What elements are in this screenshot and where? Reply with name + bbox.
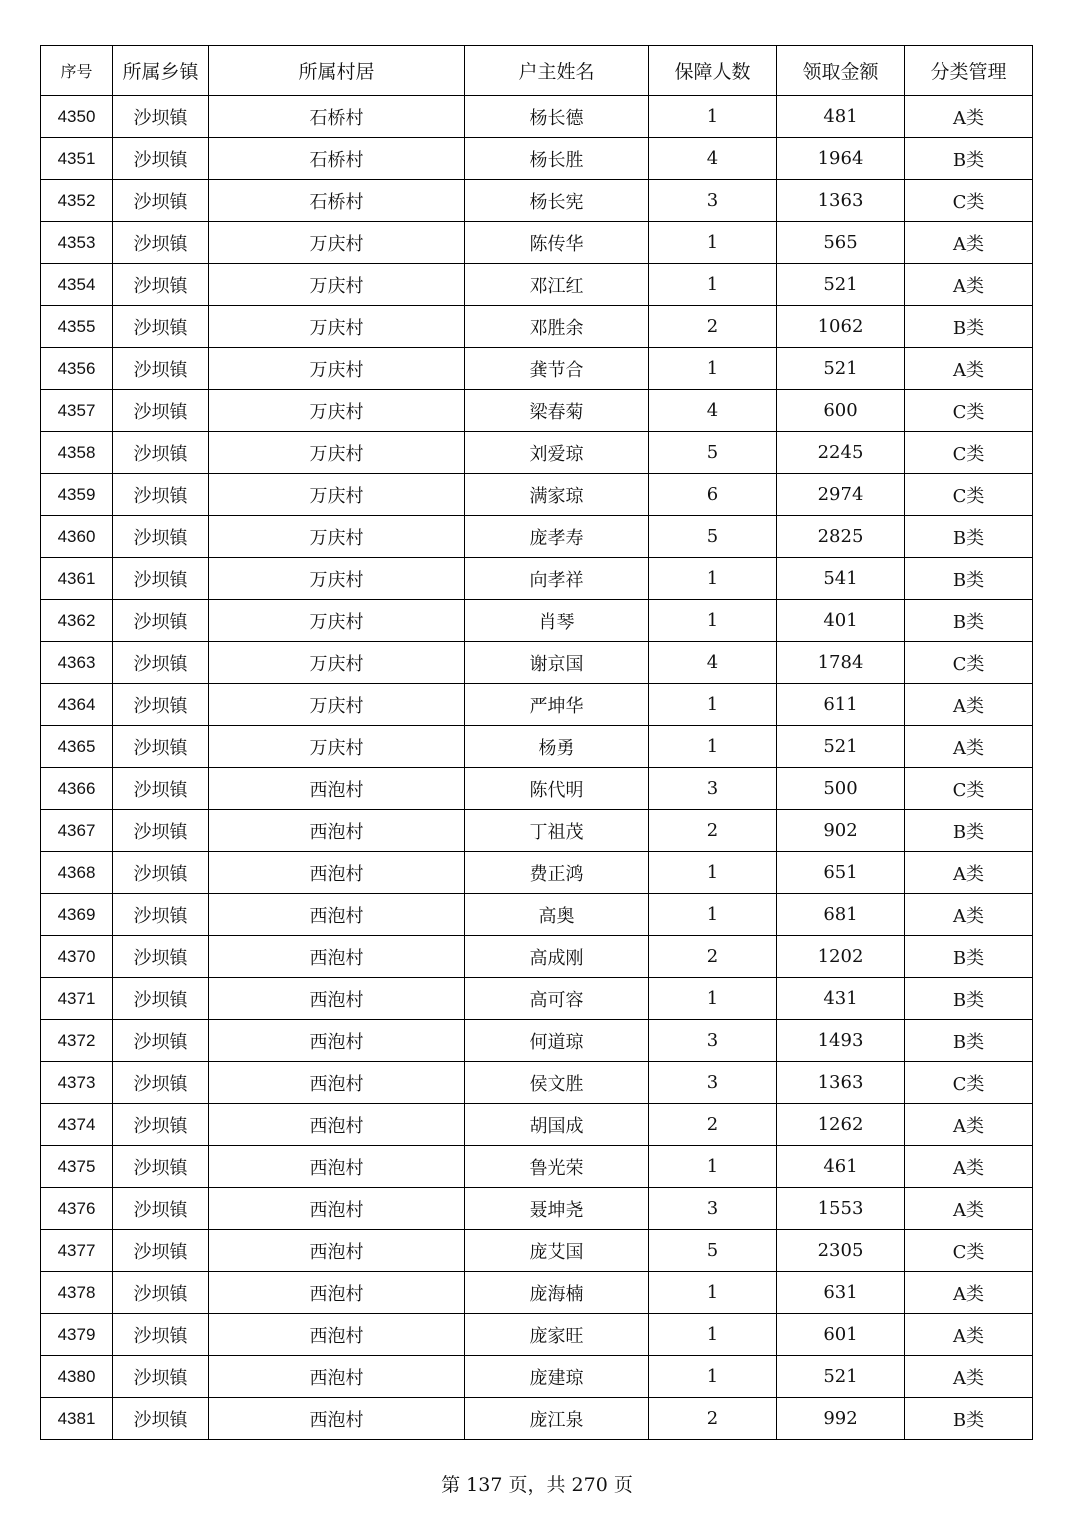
table-row bbox=[41, 1398, 1033, 1440]
cell-serial-number: 4356 bbox=[41, 348, 113, 390]
table-row bbox=[41, 1146, 1033, 1188]
cell-covered-persons: 6 bbox=[649, 474, 777, 516]
table-row bbox=[41, 96, 1033, 138]
cell-householder-name: 杨长德 bbox=[465, 96, 649, 138]
cell-amount-received: 651 bbox=[777, 852, 905, 894]
cell-category: A类 bbox=[905, 1272, 1033, 1314]
cell-amount-received: 521 bbox=[777, 348, 905, 390]
cell-serial-number: 4371 bbox=[41, 978, 113, 1020]
table-row bbox=[41, 1356, 1033, 1398]
cell-village: 西泡村 bbox=[209, 1188, 465, 1230]
table-row bbox=[41, 390, 1033, 432]
cell-township: 沙坝镇 bbox=[113, 96, 209, 138]
cell-category: A类 bbox=[905, 1146, 1033, 1188]
table-row bbox=[41, 1104, 1033, 1146]
column-header-village: 所属村居 bbox=[209, 46, 465, 96]
cell-category: B类 bbox=[905, 810, 1033, 852]
cell-category: B类 bbox=[905, 600, 1033, 642]
cell-village: 万庆村 bbox=[209, 264, 465, 306]
cell-serial-number: 4362 bbox=[41, 600, 113, 642]
table-row bbox=[41, 138, 1033, 180]
cell-village: 西泡村 bbox=[209, 768, 465, 810]
cell-village: 西泡村 bbox=[209, 1146, 465, 1188]
table-row bbox=[41, 852, 1033, 894]
cell-amount-received: 521 bbox=[777, 264, 905, 306]
cell-township: 沙坝镇 bbox=[113, 432, 209, 474]
cell-township: 沙坝镇 bbox=[113, 474, 209, 516]
cell-category: C类 bbox=[905, 180, 1033, 222]
cell-township: 沙坝镇 bbox=[113, 1062, 209, 1104]
column-header-amount-received: 领取金额 bbox=[777, 46, 905, 96]
cell-serial-number: 4365 bbox=[41, 726, 113, 768]
table-row bbox=[41, 1188, 1033, 1230]
cell-village: 万庆村 bbox=[209, 642, 465, 684]
cell-covered-persons: 1 bbox=[649, 1314, 777, 1356]
cell-serial-number: 4367 bbox=[41, 810, 113, 852]
cell-category: B类 bbox=[905, 978, 1033, 1020]
cell-category: A类 bbox=[905, 96, 1033, 138]
cell-amount-received: 521 bbox=[777, 726, 905, 768]
cell-township: 沙坝镇 bbox=[113, 1104, 209, 1146]
cell-householder-name: 肖琴 bbox=[465, 600, 649, 642]
cell-amount-received: 902 bbox=[777, 810, 905, 852]
cell-covered-persons: 1 bbox=[649, 894, 777, 936]
table-row bbox=[41, 600, 1033, 642]
cell-householder-name: 庞江泉 bbox=[465, 1398, 649, 1440]
cell-township: 沙坝镇 bbox=[113, 138, 209, 180]
table-header bbox=[41, 46, 1033, 96]
cell-serial-number: 4358 bbox=[41, 432, 113, 474]
cell-township: 沙坝镇 bbox=[113, 726, 209, 768]
cell-householder-name: 丁祖茂 bbox=[465, 810, 649, 852]
cell-category: C类 bbox=[905, 432, 1033, 474]
cell-covered-persons: 1 bbox=[649, 558, 777, 600]
cell-covered-persons: 3 bbox=[649, 1020, 777, 1062]
cell-village: 万庆村 bbox=[209, 684, 465, 726]
cell-covered-persons: 2 bbox=[649, 1104, 777, 1146]
column-header-householder-name: 户主姓名 bbox=[465, 46, 649, 96]
cell-covered-persons: 1 bbox=[649, 852, 777, 894]
table-row bbox=[41, 810, 1033, 852]
cell-amount-received: 500 bbox=[777, 768, 905, 810]
cell-township: 沙坝镇 bbox=[113, 1230, 209, 1272]
cell-amount-received: 601 bbox=[777, 1314, 905, 1356]
cell-serial-number: 4361 bbox=[41, 558, 113, 600]
cell-serial-number: 4357 bbox=[41, 390, 113, 432]
cell-category: A类 bbox=[905, 894, 1033, 936]
cell-village: 西泡村 bbox=[209, 852, 465, 894]
cell-householder-name: 鲁光荣 bbox=[465, 1146, 649, 1188]
cell-village: 西泡村 bbox=[209, 1356, 465, 1398]
cell-village: 西泡村 bbox=[209, 1314, 465, 1356]
cell-serial-number: 4363 bbox=[41, 642, 113, 684]
cell-village: 万庆村 bbox=[209, 474, 465, 516]
table-row bbox=[41, 180, 1033, 222]
cell-amount-received: 1553 bbox=[777, 1188, 905, 1230]
cell-township: 沙坝镇 bbox=[113, 516, 209, 558]
cell-householder-name: 庞建琼 bbox=[465, 1356, 649, 1398]
column-header-category: 分类管理 bbox=[905, 46, 1033, 96]
cell-covered-persons: 1 bbox=[649, 1146, 777, 1188]
cell-township: 沙坝镇 bbox=[113, 1188, 209, 1230]
table-row bbox=[41, 936, 1033, 978]
cell-village: 万庆村 bbox=[209, 558, 465, 600]
cell-village: 西泡村 bbox=[209, 1104, 465, 1146]
cell-township: 沙坝镇 bbox=[113, 222, 209, 264]
cell-serial-number: 4376 bbox=[41, 1188, 113, 1230]
cell-amount-received: 1784 bbox=[777, 642, 905, 684]
table-row bbox=[41, 642, 1033, 684]
cell-serial-number: 4370 bbox=[41, 936, 113, 978]
cell-township: 沙坝镇 bbox=[113, 1356, 209, 1398]
cell-village: 万庆村 bbox=[209, 222, 465, 264]
cell-householder-name: 严坤华 bbox=[465, 684, 649, 726]
roster-table bbox=[40, 45, 1033, 1440]
cell-category: C类 bbox=[905, 642, 1033, 684]
cell-householder-name: 向孝祥 bbox=[465, 558, 649, 600]
cell-township: 沙坝镇 bbox=[113, 558, 209, 600]
cell-village: 西泡村 bbox=[209, 810, 465, 852]
column-header-covered-persons: 保障人数 bbox=[649, 46, 777, 96]
cell-serial-number: 4355 bbox=[41, 306, 113, 348]
cell-village: 万庆村 bbox=[209, 348, 465, 390]
table-row bbox=[41, 726, 1033, 768]
cell-amount-received: 1262 bbox=[777, 1104, 905, 1146]
cell-serial-number: 4380 bbox=[41, 1356, 113, 1398]
table-row bbox=[41, 1272, 1033, 1314]
cell-township: 沙坝镇 bbox=[113, 348, 209, 390]
cell-covered-persons: 4 bbox=[649, 138, 777, 180]
cell-village: 万庆村 bbox=[209, 726, 465, 768]
cell-householder-name: 杨勇 bbox=[465, 726, 649, 768]
cell-township: 沙坝镇 bbox=[113, 1398, 209, 1440]
table-row bbox=[41, 558, 1033, 600]
cell-category: C类 bbox=[905, 768, 1033, 810]
cell-village: 西泡村 bbox=[209, 936, 465, 978]
cell-serial-number: 4354 bbox=[41, 264, 113, 306]
cell-township: 沙坝镇 bbox=[113, 390, 209, 432]
cell-covered-persons: 1 bbox=[649, 1356, 777, 1398]
cell-amount-received: 2305 bbox=[777, 1230, 905, 1272]
cell-amount-received: 565 bbox=[777, 222, 905, 264]
cell-householder-name: 谢京国 bbox=[465, 642, 649, 684]
cell-category: B类 bbox=[905, 516, 1033, 558]
cell-township: 沙坝镇 bbox=[113, 684, 209, 726]
cell-township: 沙坝镇 bbox=[113, 306, 209, 348]
table-row bbox=[41, 1230, 1033, 1272]
cell-covered-persons: 3 bbox=[649, 1188, 777, 1230]
cell-householder-name: 庞孝寿 bbox=[465, 516, 649, 558]
cell-township: 沙坝镇 bbox=[113, 852, 209, 894]
cell-serial-number: 4375 bbox=[41, 1146, 113, 1188]
cell-category: A类 bbox=[905, 852, 1033, 894]
cell-serial-number: 4360 bbox=[41, 516, 113, 558]
cell-covered-persons: 5 bbox=[649, 432, 777, 474]
cell-serial-number: 4381 bbox=[41, 1398, 113, 1440]
cell-village: 西泡村 bbox=[209, 1062, 465, 1104]
cell-covered-persons: 1 bbox=[649, 348, 777, 390]
cell-householder-name: 梁春菊 bbox=[465, 390, 649, 432]
cell-householder-name: 邓胜余 bbox=[465, 306, 649, 348]
cell-householder-name: 龚节合 bbox=[465, 348, 649, 390]
cell-township: 沙坝镇 bbox=[113, 810, 209, 852]
cell-category: B类 bbox=[905, 1020, 1033, 1062]
cell-township: 沙坝镇 bbox=[113, 1146, 209, 1188]
table-row bbox=[41, 264, 1033, 306]
cell-amount-received: 431 bbox=[777, 978, 905, 1020]
cell-householder-name: 刘爱琼 bbox=[465, 432, 649, 474]
cell-householder-name: 高奥 bbox=[465, 894, 649, 936]
cell-householder-name: 侯文胜 bbox=[465, 1062, 649, 1104]
cell-covered-persons: 1 bbox=[649, 726, 777, 768]
cell-category: C类 bbox=[905, 390, 1033, 432]
cell-township: 沙坝镇 bbox=[113, 600, 209, 642]
cell-township: 沙坝镇 bbox=[113, 894, 209, 936]
cell-township: 沙坝镇 bbox=[113, 1272, 209, 1314]
table-row bbox=[41, 684, 1033, 726]
cell-serial-number: 4352 bbox=[41, 180, 113, 222]
cell-village: 万庆村 bbox=[209, 306, 465, 348]
cell-village: 西泡村 bbox=[209, 894, 465, 936]
cell-covered-persons: 2 bbox=[649, 810, 777, 852]
table-row bbox=[41, 894, 1033, 936]
table-row bbox=[41, 306, 1033, 348]
cell-village: 西泡村 bbox=[209, 1398, 465, 1440]
cell-category: A类 bbox=[905, 264, 1033, 306]
cell-covered-persons: 2 bbox=[649, 306, 777, 348]
cell-category: A类 bbox=[905, 1314, 1033, 1356]
cell-covered-persons: 1 bbox=[649, 222, 777, 264]
cell-householder-name: 庞海楠 bbox=[465, 1272, 649, 1314]
cell-amount-received: 1062 bbox=[777, 306, 905, 348]
cell-category: A类 bbox=[905, 684, 1033, 726]
cell-householder-name: 陈代明 bbox=[465, 768, 649, 810]
column-header-serial-number: 序号 bbox=[41, 46, 113, 96]
cell-householder-name: 庞家旺 bbox=[465, 1314, 649, 1356]
table-row bbox=[41, 1314, 1033, 1356]
cell-householder-name: 杨长胜 bbox=[465, 138, 649, 180]
table-row bbox=[41, 768, 1033, 810]
cell-amount-received: 2245 bbox=[777, 432, 905, 474]
cell-village: 石桥村 bbox=[209, 180, 465, 222]
table-row bbox=[41, 222, 1033, 264]
cell-serial-number: 4369 bbox=[41, 894, 113, 936]
cell-amount-received: 2974 bbox=[777, 474, 905, 516]
cell-covered-persons: 1 bbox=[649, 684, 777, 726]
cell-serial-number: 4359 bbox=[41, 474, 113, 516]
cell-category: A类 bbox=[905, 1104, 1033, 1146]
cell-amount-received: 681 bbox=[777, 894, 905, 936]
cell-covered-persons: 1 bbox=[649, 978, 777, 1020]
cell-township: 沙坝镇 bbox=[113, 978, 209, 1020]
cell-township: 沙坝镇 bbox=[113, 642, 209, 684]
cell-amount-received: 1493 bbox=[777, 1020, 905, 1062]
cell-householder-name: 杨长宪 bbox=[465, 180, 649, 222]
cell-village: 西泡村 bbox=[209, 1272, 465, 1314]
cell-township: 沙坝镇 bbox=[113, 936, 209, 978]
cell-category: A类 bbox=[905, 1188, 1033, 1230]
cell-serial-number: 4368 bbox=[41, 852, 113, 894]
cell-serial-number: 4364 bbox=[41, 684, 113, 726]
cell-category: B类 bbox=[905, 936, 1033, 978]
cell-amount-received: 521 bbox=[777, 1356, 905, 1398]
cell-covered-persons: 5 bbox=[649, 1230, 777, 1272]
cell-category: A类 bbox=[905, 726, 1033, 768]
cell-serial-number: 4350 bbox=[41, 96, 113, 138]
cell-amount-received: 631 bbox=[777, 1272, 905, 1314]
cell-village: 西泡村 bbox=[209, 978, 465, 1020]
cell-township: 沙坝镇 bbox=[113, 264, 209, 306]
cell-amount-received: 461 bbox=[777, 1146, 905, 1188]
cell-amount-received: 600 bbox=[777, 390, 905, 432]
cell-amount-received: 1363 bbox=[777, 1062, 905, 1104]
cell-amount-received: 481 bbox=[777, 96, 905, 138]
cell-category: B类 bbox=[905, 138, 1033, 180]
cell-category: A类 bbox=[905, 348, 1033, 390]
column-header-township: 所属乡镇 bbox=[113, 46, 209, 96]
cell-category: C类 bbox=[905, 1230, 1033, 1272]
cell-covered-persons: 2 bbox=[649, 1398, 777, 1440]
cell-householder-name: 费正鸿 bbox=[465, 852, 649, 894]
cell-householder-name: 聂坤尧 bbox=[465, 1188, 649, 1230]
cell-village: 万庆村 bbox=[209, 432, 465, 474]
cell-amount-received: 1363 bbox=[777, 180, 905, 222]
cell-category: A类 bbox=[905, 1356, 1033, 1398]
cell-householder-name: 邓江红 bbox=[465, 264, 649, 306]
cell-category: C类 bbox=[905, 474, 1033, 516]
table-row bbox=[41, 516, 1033, 558]
cell-category: C类 bbox=[905, 1062, 1033, 1104]
cell-category: B类 bbox=[905, 1398, 1033, 1440]
table-body bbox=[41, 96, 1033, 1440]
cell-amount-received: 611 bbox=[777, 684, 905, 726]
cell-amount-received: 541 bbox=[777, 558, 905, 600]
cell-township: 沙坝镇 bbox=[113, 768, 209, 810]
cell-householder-name: 庞艾国 bbox=[465, 1230, 649, 1272]
cell-householder-name: 满家琼 bbox=[465, 474, 649, 516]
cell-village: 万庆村 bbox=[209, 600, 465, 642]
cell-householder-name: 陈传华 bbox=[465, 222, 649, 264]
cell-covered-persons: 3 bbox=[649, 768, 777, 810]
cell-covered-persons: 1 bbox=[649, 600, 777, 642]
cell-serial-number: 4373 bbox=[41, 1062, 113, 1104]
page-number: 第 137 页，共 270 页 bbox=[441, 1474, 633, 1496]
cell-serial-number: 4372 bbox=[41, 1020, 113, 1062]
table-row bbox=[41, 978, 1033, 1020]
cell-serial-number: 4351 bbox=[41, 138, 113, 180]
cell-covered-persons: 5 bbox=[649, 516, 777, 558]
cell-householder-name: 胡国成 bbox=[465, 1104, 649, 1146]
header-row bbox=[41, 46, 1033, 96]
cell-amount-received: 1964 bbox=[777, 138, 905, 180]
cell-village: 石桥村 bbox=[209, 96, 465, 138]
cell-village: 万庆村 bbox=[209, 516, 465, 558]
table-row bbox=[41, 432, 1033, 474]
cell-village: 西泡村 bbox=[209, 1230, 465, 1272]
cell-amount-received: 1202 bbox=[777, 936, 905, 978]
cell-covered-persons: 4 bbox=[649, 390, 777, 432]
cell-covered-persons: 1 bbox=[649, 264, 777, 306]
cell-township: 沙坝镇 bbox=[113, 180, 209, 222]
table-row bbox=[41, 1062, 1033, 1104]
cell-category: A类 bbox=[905, 222, 1033, 264]
table-row bbox=[41, 1020, 1033, 1062]
cell-township: 沙坝镇 bbox=[113, 1314, 209, 1356]
cell-covered-persons: 3 bbox=[649, 180, 777, 222]
cell-householder-name: 高成刚 bbox=[465, 936, 649, 978]
cell-covered-persons: 3 bbox=[649, 1062, 777, 1104]
cell-serial-number: 4377 bbox=[41, 1230, 113, 1272]
cell-covered-persons: 4 bbox=[649, 642, 777, 684]
cell-serial-number: 4379 bbox=[41, 1314, 113, 1356]
cell-covered-persons: 1 bbox=[649, 96, 777, 138]
cell-householder-name: 何道琼 bbox=[465, 1020, 649, 1062]
cell-village: 万庆村 bbox=[209, 390, 465, 432]
cell-village: 西泡村 bbox=[209, 1020, 465, 1062]
cell-serial-number: 4374 bbox=[41, 1104, 113, 1146]
cell-category: B类 bbox=[905, 306, 1033, 348]
cell-amount-received: 992 bbox=[777, 1398, 905, 1440]
cell-covered-persons: 2 bbox=[649, 936, 777, 978]
cell-householder-name: 高可容 bbox=[465, 978, 649, 1020]
cell-village: 石桥村 bbox=[209, 138, 465, 180]
cell-serial-number: 4353 bbox=[41, 222, 113, 264]
cell-amount-received: 2825 bbox=[777, 516, 905, 558]
cell-amount-received: 401 bbox=[777, 600, 905, 642]
cell-serial-number: 4366 bbox=[41, 768, 113, 810]
table-row bbox=[41, 474, 1033, 516]
cell-township: 沙坝镇 bbox=[113, 1020, 209, 1062]
cell-serial-number: 4378 bbox=[41, 1272, 113, 1314]
cell-covered-persons: 1 bbox=[649, 1272, 777, 1314]
cell-category: B类 bbox=[905, 558, 1033, 600]
table-row bbox=[41, 348, 1033, 390]
